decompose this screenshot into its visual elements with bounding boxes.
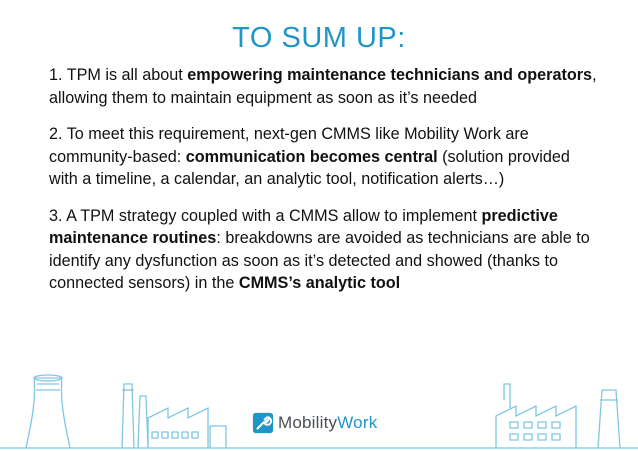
- logo-work: Work: [337, 413, 378, 432]
- summary-point-1: [49, 64, 597, 109]
- point-text: 1. TPM is all about: [49, 66, 188, 84]
- point-text: 3. A TPM strategy coupled with a CMMS allow to implement: [49, 206, 482, 225]
- wrench-icon: [252, 412, 274, 434]
- slide-title: TO SUM UP:: [232, 22, 406, 54]
- point-text: : breakdowns are avoided as technicians are able to identify any dysfunction as soon as it’s detected and showed (thanks to connected sensors) in the: [49, 229, 590, 292]
- logo-mobility: Mobility: [278, 413, 338, 432]
- summary-point-3: [49, 205, 597, 295]
- point-text: 2. To meet this requirement, next-gen CMMS like Mobility Work are community-based:: [49, 125, 529, 166]
- factory-skyline: [0, 360, 638, 451]
- point-emphasis: empowering maintenance technicians and operators: [187, 66, 593, 84]
- summary-points: [49, 64, 597, 309]
- point-text: , allowing them to maintain equipment as soon as it’s needed: [49, 66, 597, 107]
- point-emphasis: predictive maintenance routines: [49, 206, 558, 247]
- point-emphasis: CMMS’s analytic tool: [238, 274, 401, 292]
- mobility-work-logo: [252, 409, 377, 437]
- summary-point-2: [49, 123, 597, 191]
- point-text: (solution provided with a timeline, a calendar, an analytic tool, notification alerts…): [49, 147, 570, 188]
- point-emphasis: communication becomes central: [185, 147, 438, 166]
- logo-wordmark: [278, 413, 377, 433]
